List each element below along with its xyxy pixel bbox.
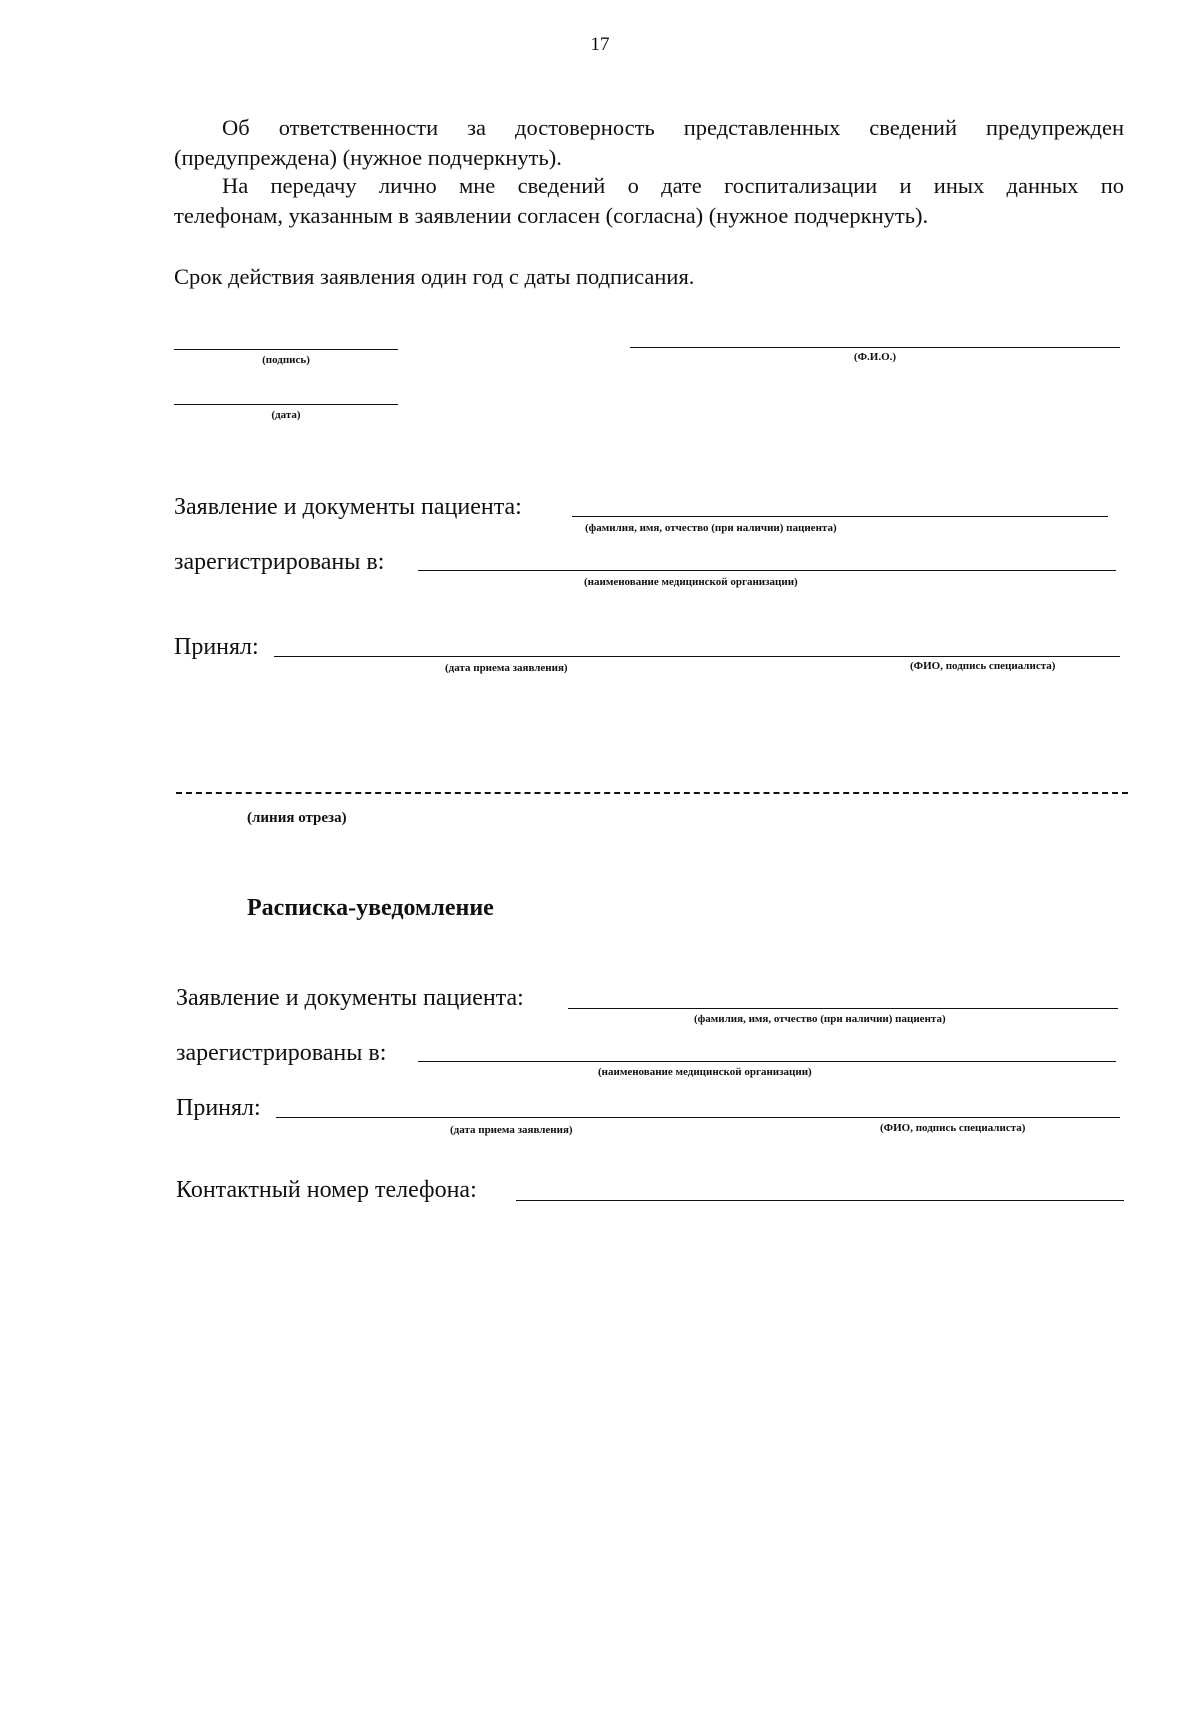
receipt-accepted-line[interactable] xyxy=(276,1117,1120,1118)
cut-line xyxy=(176,792,1128,794)
receipt-accepted-label: Принял: xyxy=(176,1095,261,1121)
application-registered-label: зарегистрированы в: xyxy=(174,549,385,575)
validity-text: Срок действия заявления один год с даты подписания. xyxy=(174,264,695,289)
receipt-title: Расписка-уведомление xyxy=(247,895,494,921)
receipt-patient-line[interactable] xyxy=(568,1008,1118,1009)
receipt-phone-line[interactable] xyxy=(516,1200,1124,1201)
consent-paragraph xyxy=(174,171,1124,231)
signature-line[interactable] xyxy=(174,349,398,350)
application-accepted-date-caption: (дата приема заявления) xyxy=(445,662,568,674)
liability-paragraph xyxy=(174,113,1124,173)
application-accepted-label: Принял: xyxy=(174,634,259,660)
application-patient-label: Заявление и документы пациента: xyxy=(174,494,522,520)
consent-line-1: На передачу лично мне сведений о дате госпитализации и иных данных по xyxy=(222,173,1124,198)
application-accepted-specialist-caption: (ФИО, подпись специалиста) xyxy=(910,660,1056,672)
receipt-registered-label: зарегистрированы в: xyxy=(176,1040,387,1066)
receipt-patient-label: Заявление и документы пациента: xyxy=(176,985,524,1011)
date-line[interactable] xyxy=(174,404,398,405)
receipt-registered-line[interactable] xyxy=(418,1061,1116,1062)
fio-line[interactable] xyxy=(630,347,1120,348)
receipt-patient-caption: (фамилия, имя, отчество (при наличии) пациента) xyxy=(694,1013,946,1025)
application-accepted-line[interactable] xyxy=(274,656,1120,657)
receipt-registered-caption: (наименование медицинской организации) xyxy=(598,1066,812,1078)
liability-line-2: (предупреждена) (нужное подчеркнуть). xyxy=(174,145,562,170)
application-registered-line[interactable] xyxy=(418,570,1116,571)
application-patient-line[interactable] xyxy=(572,516,1108,517)
fio-caption: (Ф.И.О.) xyxy=(853,351,897,363)
receipt-phone-label: Контактный номер телефона: xyxy=(176,1177,477,1203)
signature-caption: (подпись) xyxy=(262,354,310,366)
application-registered-caption: (наименование медицинской организации) xyxy=(584,576,798,588)
consent-line-2: телефонам, указанным в заявлении согласен (согласна) (нужное подчеркнуть). xyxy=(174,203,929,228)
page-number: 17 xyxy=(590,34,610,55)
cut-line-label: (линия отреза) xyxy=(247,810,347,826)
receipt-accepted-date-caption: (дата приема заявления) xyxy=(450,1124,573,1136)
receipt-accepted-specialist-caption: (ФИО, подпись специалиста) xyxy=(880,1122,1026,1134)
application-patient-caption: (фамилия, имя, отчество (при наличии) пациента) xyxy=(585,522,837,534)
date-caption: (дата) xyxy=(271,409,301,421)
liability-line-1: Об ответственности за достоверность представленных сведений предупрежден xyxy=(222,115,1124,140)
